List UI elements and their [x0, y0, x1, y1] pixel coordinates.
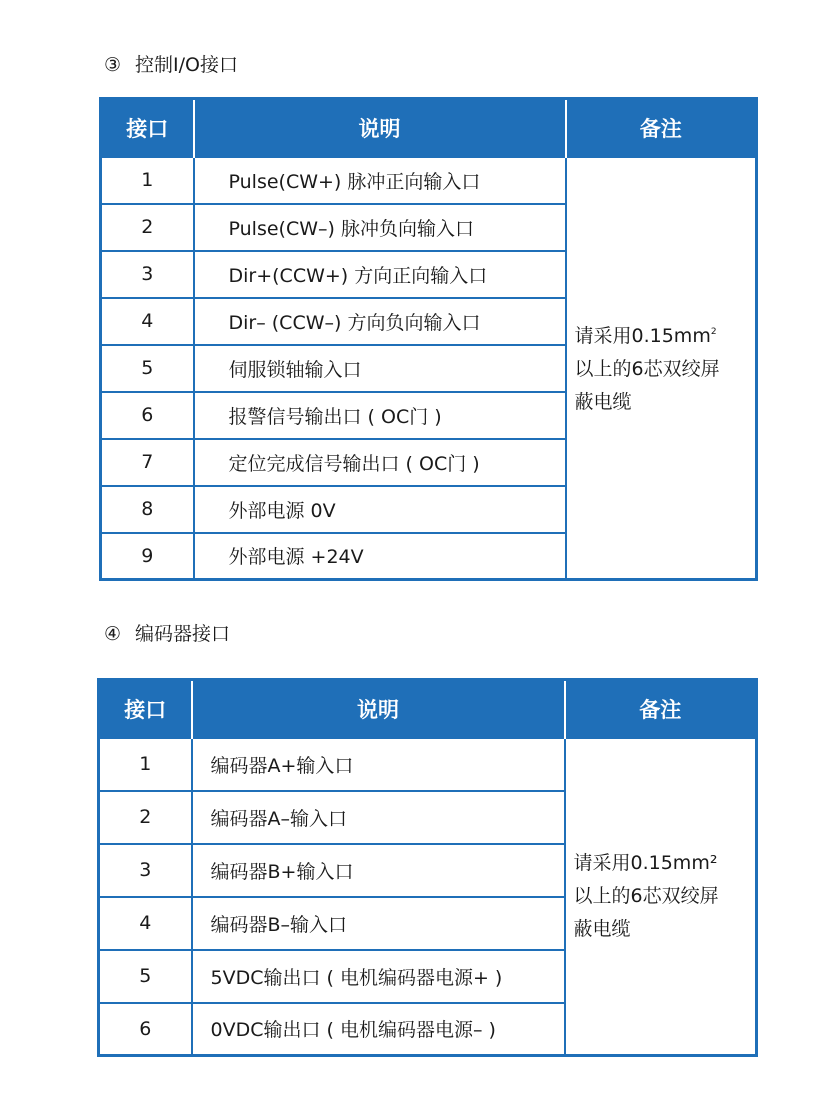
port-description: 0VDC输出口 ( 电机编码器电源– ) [192, 1003, 565, 1056]
port-description: 编码器A–输入口 [192, 791, 565, 844]
port-description: 编码器B+输入口 [192, 844, 565, 897]
header-note: 备注 [566, 99, 757, 157]
note-text: 请采用0.15mm [574, 325, 711, 348]
port-description: 5VDC输出口 ( 电机编码器电源+ ) [192, 950, 565, 1003]
note-cell [566, 157, 757, 580]
port-number: 1 [101, 157, 194, 204]
section4-title [104, 619, 230, 646]
port-number: 2 [101, 204, 194, 251]
control-io-table [99, 97, 758, 581]
section4-title-text: 编码器接口 [135, 623, 231, 645]
port-description: Dir+(CCW+) 方向正向输入口 [194, 251, 566, 298]
port-number: 6 [99, 1003, 192, 1056]
port-description: Dir– (CCW–) 方向负向输入口 [194, 298, 566, 345]
note-line: 以上的6芯双绞屏 [574, 358, 720, 381]
header-note: 备注 [565, 680, 757, 738]
port-number: 4 [99, 897, 192, 950]
table-header-row [99, 680, 757, 738]
encoder-table [97, 678, 758, 1057]
port-description: Pulse(CW+) 脉冲正向输入口 [194, 157, 566, 204]
section3-number: ③ [104, 54, 122, 76]
header-description: 说明 [192, 680, 565, 738]
table-row [101, 157, 757, 204]
port-number: 9 [101, 533, 194, 580]
port-number: 7 [101, 439, 194, 486]
port-description: 报警信号输出口 ( OC门 ) [194, 392, 566, 439]
note-line: 蔽电缆 [574, 391, 632, 414]
note-superscript: 2 [710, 327, 717, 338]
port-number: 5 [99, 950, 192, 1003]
port-description: 编码器B–输入口 [192, 897, 565, 950]
port-description: 外部电源 0V [194, 486, 566, 533]
port-number: 2 [99, 791, 192, 844]
port-description: 编码器A+输入口 [192, 738, 565, 791]
port-description: Pulse(CW–) 脉冲负向输入口 [194, 204, 566, 251]
note-line: 以上的6芯双绞屏 [573, 884, 719, 907]
port-number: 3 [99, 844, 192, 897]
section3-title [104, 50, 238, 77]
section4-number: ④ [104, 623, 122, 645]
section3-title-text: 控制I/O接口 [135, 54, 239, 76]
port-number: 3 [101, 251, 194, 298]
header-port: 接口 [101, 99, 194, 157]
table-header-row [101, 99, 757, 157]
port-number: 6 [101, 392, 194, 439]
port-number: 5 [101, 345, 194, 392]
note-line [575, 316, 756, 353]
note-cell [565, 738, 757, 1056]
table-row [99, 738, 757, 791]
port-description: 伺服锁轴输入口 [194, 345, 566, 392]
port-description: 外部电源 +24V [194, 533, 566, 580]
port-number: 8 [101, 486, 194, 533]
note-line: 蔽电缆 [573, 917, 631, 940]
note-line: 请采用0.15mm² [573, 851, 718, 874]
port-number: 1 [99, 738, 192, 791]
port-description: 定位完成信号输出口 ( OC门 ) [194, 439, 566, 486]
header-description: 说明 [194, 99, 566, 157]
header-port: 接口 [99, 680, 192, 738]
port-number: 4 [101, 298, 194, 345]
